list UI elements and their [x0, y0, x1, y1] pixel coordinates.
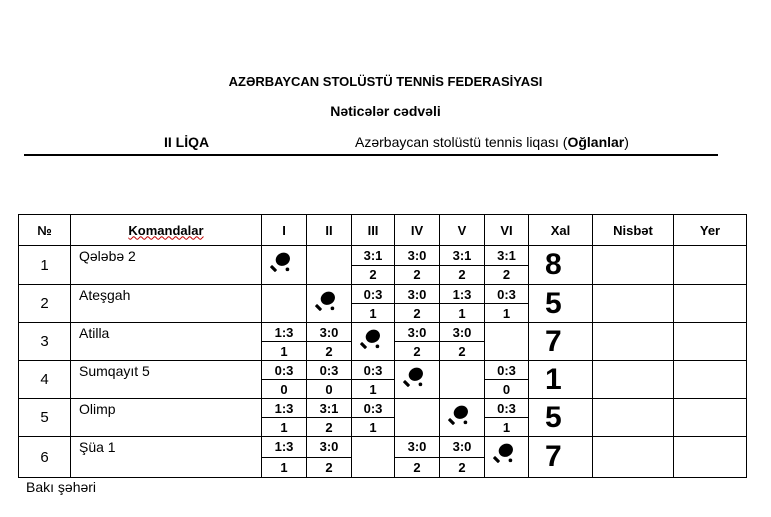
match-score: 3:0 — [407, 439, 427, 455]
row-number: 1 — [18, 245, 71, 285]
self-match-cell — [306, 284, 352, 323]
match-score: 0:3 — [319, 362, 339, 378]
match-points: 2 — [395, 265, 439, 285]
match-points: 2 — [440, 457, 484, 478]
header-label: Komandalar — [128, 222, 204, 238]
match-points: 1 — [262, 417, 306, 436]
score-cell — [306, 398, 352, 437]
ratio-cell — [592, 436, 674, 478]
points-total: 5 — [528, 284, 593, 323]
match-score: 3:1 — [452, 247, 472, 263]
score-cell — [394, 284, 440, 323]
header-cell — [394, 214, 440, 246]
score-cell — [261, 322, 307, 361]
match-points: 0 — [485, 379, 528, 398]
place-cell — [673, 436, 747, 478]
score-cell — [394, 322, 440, 361]
header-label: Xal — [550, 222, 571, 238]
place-cell — [673, 322, 747, 361]
score-cell — [351, 284, 395, 323]
match-points: 2 — [307, 341, 351, 360]
header-cell — [351, 214, 395, 246]
header-cell — [18, 214, 71, 246]
ratio-cell — [592, 284, 674, 323]
match-points: 1 — [352, 303, 394, 322]
self-match-cell — [261, 245, 307, 285]
match-score: 3:1 — [319, 400, 339, 416]
place-cell — [673, 245, 747, 285]
match-score: 3:1 — [497, 247, 516, 263]
header-cell — [673, 214, 747, 246]
header-cell — [484, 214, 529, 246]
table-tennis-paddle-icon — [360, 328, 382, 350]
federation-title: AZƏRBAYCAN STOLÜSTÜ TENNİS FEDERASİYASI — [228, 74, 543, 89]
header-label: VI — [500, 222, 513, 238]
match-score: 3:0 — [452, 439, 472, 455]
match-score: 0:3 — [274, 362, 294, 378]
score-cell — [439, 245, 485, 285]
match-points: 2 — [307, 457, 351, 478]
team-name: Sumqayıt 5 — [70, 360, 262, 399]
row-number: 4 — [18, 360, 71, 399]
team-name: Olimp — [70, 398, 262, 437]
empty-score-cell — [306, 245, 352, 285]
header-divider — [24, 154, 718, 156]
table-tennis-paddle-icon — [493, 442, 515, 464]
empty-score-cell — [261, 284, 307, 323]
match-points: 1 — [352, 417, 394, 436]
header-label: Yer — [699, 222, 721, 238]
match-score: 0:3 — [497, 286, 516, 302]
place-cell — [673, 284, 747, 323]
place-cell — [673, 398, 747, 437]
row-number: 5 — [18, 398, 71, 437]
match-score: 0:3 — [497, 362, 516, 378]
match-score: 3:0 — [319, 439, 339, 455]
team-name: Ateşgah — [70, 284, 262, 323]
match-score: 3:0 — [452, 324, 472, 340]
header-cell — [261, 214, 307, 246]
match-points: 0 — [262, 379, 306, 398]
team-name: Atilla — [70, 322, 262, 361]
table-tennis-paddle-icon — [315, 290, 337, 312]
score-cell — [261, 398, 307, 437]
header-label: II — [325, 222, 333, 238]
points-total: 8 — [528, 245, 593, 285]
header-label: IV — [410, 222, 424, 238]
table-tennis-paddle-icon — [448, 404, 470, 426]
row-number: 3 — [18, 322, 71, 361]
match-points: 1 — [485, 417, 528, 436]
match-score: 3:0 — [319, 324, 339, 340]
header-cell — [306, 214, 352, 246]
ratio-cell — [592, 398, 674, 437]
results-subtitle: Nəticələr cədvəli — [330, 103, 441, 119]
score-cell — [439, 436, 485, 478]
place-cell — [673, 360, 747, 399]
match-score: 3:0 — [407, 247, 427, 263]
score-cell — [394, 436, 440, 478]
header-label: V — [457, 222, 467, 238]
results-table — [18, 214, 746, 477]
points-total: 7 — [528, 436, 593, 478]
self-match-cell — [439, 398, 485, 437]
empty-score-cell — [484, 322, 529, 361]
empty-score-cell — [394, 398, 440, 437]
score-cell — [261, 360, 307, 399]
match-score: 1:3 — [452, 286, 472, 302]
self-match-cell — [351, 322, 395, 361]
row-number: 2 — [18, 284, 71, 323]
competition-label — [355, 134, 629, 150]
header-cell — [439, 214, 485, 246]
score-cell — [439, 322, 485, 361]
score-cell — [439, 284, 485, 323]
header-label: № — [37, 222, 52, 238]
score-cell — [351, 245, 395, 285]
team-name: Şüa 1 — [70, 436, 262, 478]
match-score: 1:3 — [274, 439, 294, 455]
match-points: 1 — [485, 303, 528, 322]
self-match-cell — [484, 436, 529, 478]
score-cell — [306, 322, 352, 361]
match-score: 3:1 — [363, 247, 383, 263]
score-cell — [394, 245, 440, 285]
match-points: 2 — [395, 457, 439, 478]
points-total: 5 — [528, 398, 593, 437]
score-cell — [484, 284, 529, 323]
league-label: II LİQA — [164, 134, 210, 150]
match-points: 0 — [307, 379, 351, 398]
match-score: 0:3 — [363, 286, 383, 302]
score-cell — [484, 245, 529, 285]
score-cell — [484, 398, 529, 437]
match-score: 0:3 — [497, 400, 516, 416]
header-cell — [528, 214, 593, 246]
row-number: 6 — [18, 436, 71, 478]
score-cell — [261, 436, 307, 478]
match-points: 2 — [395, 341, 439, 360]
match-points: 1 — [352, 379, 394, 398]
match-points: 1 — [262, 457, 306, 478]
match-score: 3:0 — [407, 324, 427, 340]
match-score: 1:3 — [274, 324, 294, 340]
score-cell — [306, 360, 352, 399]
table-tennis-paddle-icon — [270, 251, 292, 273]
header-cell — [592, 214, 674, 246]
city-label: Bakı şəhəri — [26, 479, 97, 495]
match-points: 2 — [395, 303, 439, 322]
match-points: 1 — [440, 303, 484, 322]
match-points: 1 — [262, 341, 306, 360]
header-label: I — [282, 222, 286, 238]
ratio-cell — [592, 360, 674, 399]
match-points: 2 — [307, 417, 351, 436]
match-points: 2 — [440, 265, 484, 285]
points-total: 1 — [528, 360, 593, 399]
match-score: 0:3 — [363, 400, 383, 416]
match-score: 0:3 — [363, 362, 383, 378]
ratio-cell — [592, 322, 674, 361]
empty-score-cell — [439, 360, 485, 399]
header-cell — [70, 214, 262, 246]
header-label: Nisbət — [613, 222, 653, 238]
team-name: Qələbə 2 — [70, 245, 262, 285]
match-points: 2 — [485, 265, 528, 285]
header-label: III — [367, 222, 379, 238]
match-points: 2 — [352, 265, 394, 285]
match-points: 2 — [440, 341, 484, 360]
table-tennis-paddle-icon — [403, 366, 425, 388]
match-score: 1:3 — [274, 400, 294, 416]
competition-pre: Azərbaycan stolüstü tennis liqası ( — [355, 134, 568, 150]
score-cell — [351, 360, 395, 399]
competition-post: ) — [624, 134, 629, 150]
match-score: 3:0 — [407, 286, 427, 302]
empty-score-cell — [351, 436, 395, 478]
score-cell — [484, 360, 529, 399]
self-match-cell — [394, 360, 440, 399]
competition-category: Oğlanlar — [567, 134, 625, 150]
score-cell — [306, 436, 352, 478]
points-total: 7 — [528, 322, 593, 361]
score-cell — [351, 398, 395, 437]
ratio-cell — [592, 245, 674, 285]
